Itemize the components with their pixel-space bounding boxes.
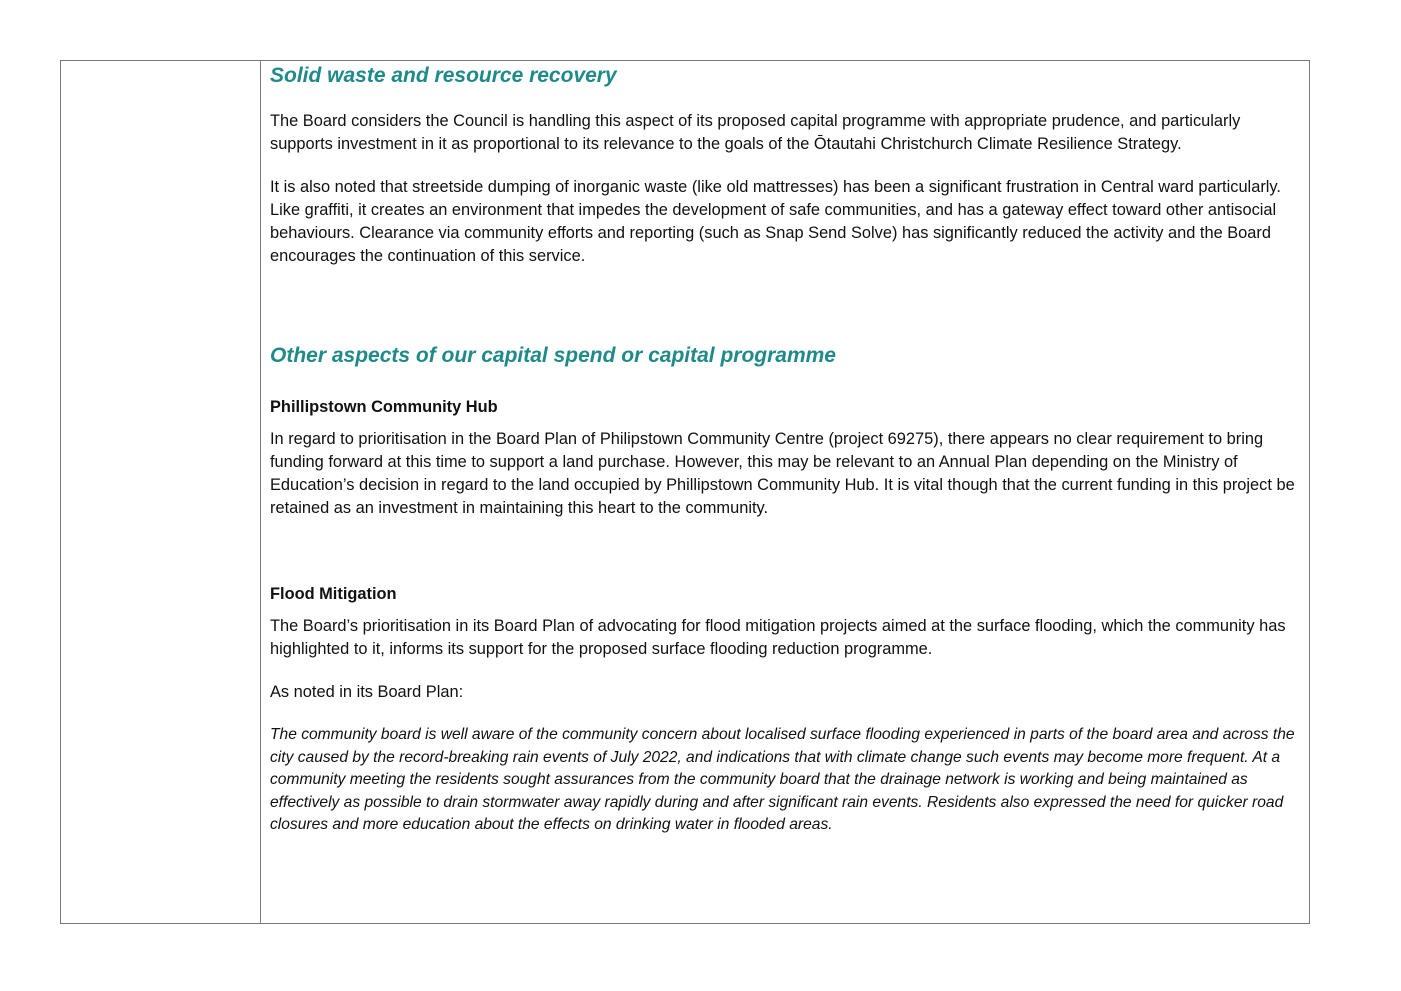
subheading-flood-mitigation: Flood Mitigation bbox=[270, 585, 397, 603]
board-plan-quote: The community board is well aware of the community concern about localised surface flooding experienced in parts of the board area and across the city caused by the record-breaking rain events of July 2022, and indications that with climate change such events may become more frequent. At a community meeting the residents sought assurances from the community board that the drainage network is working and being maintained as effectively as possible to drain stormwater away rapidly during and after significant rain events. Residents also expressed the need for quicker road closures and more education about the effects on drinking water in flooded areas. bbox=[270, 726, 1295, 833]
content-cell bbox=[270, 61, 1305, 837]
solid-waste-paragraph-2: It is also noted that streetside dumping of inorganic waste (like old mattresses) has been a significant frustration in Central ward particularly. Like graffiti, it creates an environment that impedes the development of safe communities, and has a gateway effect toward other antisocial behaviours. Clearance via community efforts and reporting (such as Snap Send Solve) has significantly reduced the activity and the Board encourages the continuation of this service. bbox=[270, 178, 1281, 265]
left-column-cell bbox=[61, 61, 261, 923]
phillipstown-paragraph: In regard to prioritisation in the Board Plan of Philipstown Community Centre (project 69275), there appears no clear requirement to bring funding forward at this time to support a land purchase. However, this may be relevant to an Annual Plan depending on the Ministry of Education’s decision in regard to the land occupied by Phillipstown Community Hub. It is vital though that the current funding in this project be retained as an investment in maintaining this heart to the community. bbox=[270, 430, 1295, 517]
flood-paragraph-2: As noted in its Board Plan: bbox=[270, 683, 464, 701]
flood-paragraph-1: The Board’s prioritisation in its Board Plan of advocating for flood mitigation projects aimed at the surface flooding, which the community has highlighted to it, informs its support for the proposed surface flooding reduction programme. bbox=[270, 617, 1286, 658]
heading-other-capital: Other aspects of our capital spend or capital programme bbox=[270, 344, 836, 367]
subheading-phillipstown-hub: Phillipstown Community Hub bbox=[270, 398, 498, 416]
heading-solid-waste: Solid waste and resource recovery bbox=[270, 64, 617, 87]
solid-waste-paragraph-1: The Board considers the Council is handling this aspect of its proposed capital programme with appropriate prudence, and particularly supports investment in it as proportional to its relevance to the goals of the Ōtautahi Christchurch Climate Resilience Strategy. bbox=[270, 112, 1241, 153]
submission-table bbox=[60, 60, 1310, 924]
